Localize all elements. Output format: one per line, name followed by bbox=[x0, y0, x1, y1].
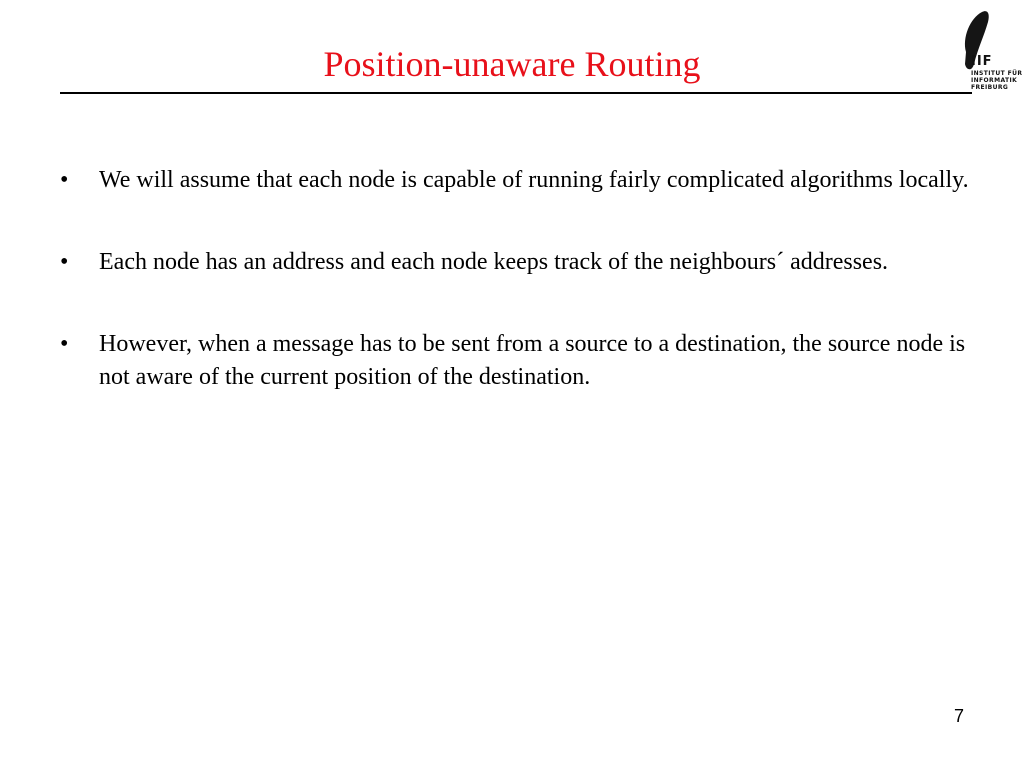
logo-line-2: INFORMATIK bbox=[971, 77, 1018, 84]
logo-line-3: FREIBURG bbox=[971, 84, 1009, 91]
bullet-item bbox=[60, 246, 970, 279]
bullet-marker: • bbox=[60, 167, 69, 193]
title-divider bbox=[60, 92, 972, 94]
slide-title: Position-unaware Routing bbox=[323, 44, 701, 84]
logo-abbreviation: IIF bbox=[971, 54, 993, 69]
bullet-text: We will assume that each node is capable of running fairly complicated algorithms locally. bbox=[99, 167, 969, 193]
bullet-item bbox=[60, 164, 970, 197]
bullet-item bbox=[60, 328, 970, 394]
bullet-marker: • bbox=[60, 249, 69, 275]
bullet-text: However, when a message has to be sent from a source to a destination, the source node is not aware of the current position of the destination. bbox=[99, 331, 966, 390]
bullet-list bbox=[60, 164, 970, 443]
bullet-marker: • bbox=[60, 331, 69, 357]
page-number: 7 bbox=[953, 706, 964, 726]
bullet-text: Each node has an address and each node keeps track of the neighbours´ addresses. bbox=[99, 249, 889, 275]
logo-line-1: INSTITUT FÜR bbox=[971, 70, 1023, 77]
